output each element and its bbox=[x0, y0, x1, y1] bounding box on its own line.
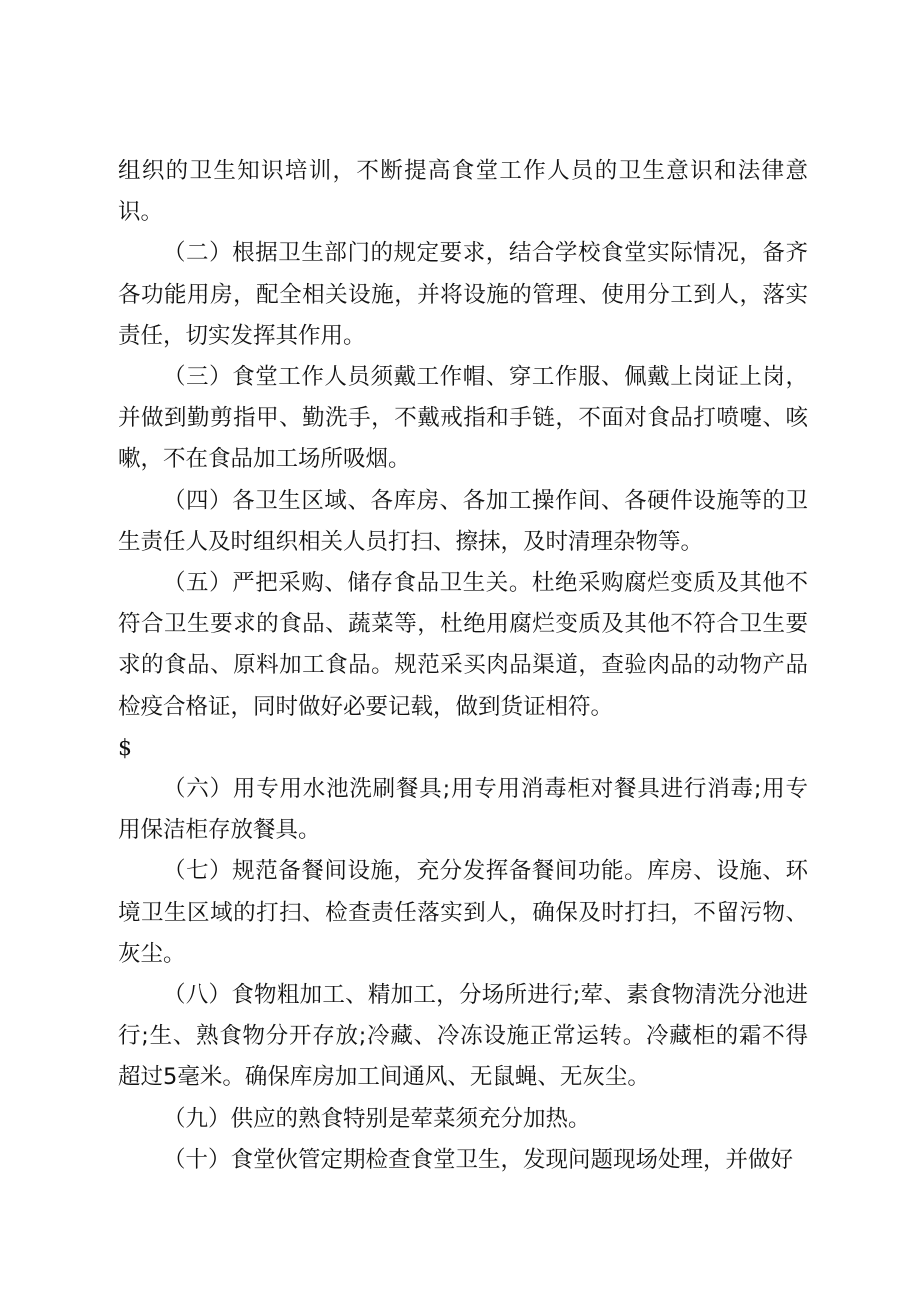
paragraph-item-3: （三）食堂工作人员须戴工作帽、穿工作服、佩戴上岗证上岗，并做到勤剪指甲、勤洗手，不戴戒指和手链，不面对食品打喷嚏、咳嗽，不在食品加工场所吸烟。 bbox=[118, 364, 808, 473]
paragraph-item-8: （八）食物粗加工、精加工，分场所进行;荤、素食物清洗分池进行;生、熟食物分开存放;冷藏、冷冻设施正常运转。冷藏柜的霜不得超过5毫米。确保库房加工间通风、无鼠蝇、无灰尘。 bbox=[118, 982, 808, 1091]
document-body bbox=[118, 151, 808, 1181]
stray-dollar-symbol: $ bbox=[118, 735, 132, 761]
paragraph-continuation: 组织的卫生知识培训，不断提高食堂工作人员的卫生意识和法律意识。 bbox=[118, 158, 808, 226]
paragraph-item-9: （九）供应的熟食特别是荤菜须充分加热。 bbox=[163, 1105, 591, 1132]
paragraph-item-10: （十）食堂伙管定期检查食堂卫生，发现问题现场处理，并做好 bbox=[163, 1146, 794, 1173]
paragraph-item-6: （六）用专用水池洗刷餐具;用专用消毒柜对餐具进行消毒;用专用保洁柜存放餐具。 bbox=[118, 776, 808, 844]
paragraph-item-2: （二）根据卫生部门的规定要求，结合学校食堂实际情况，备齐各功能用房，配全相关设施，并将设施的管理、使用分工到人，落实责任，切实发挥其作用。 bbox=[118, 240, 808, 349]
paragraph-item-5: （五）严把采购、储存食品卫生关。杜绝采购腐烂变质及其他不符合卫生要求的食品、蔬菜等，杜绝用腐烂变质及其他不符合卫生要求的食品、原料加工食品。规范采买肉品渠道，查验肉品的动物产品检疫合格证，同时做好必要记载，做到货证相符。 bbox=[118, 570, 808, 720]
paragraph-item-7: （七）规范备餐间设施，充分发挥备餐间功能。库房、设施、环境卫生区域的打扫、检查责任落实到人，确保及时打扫，不留污物、灰尘。 bbox=[118, 858, 808, 967]
paragraph-item-4: （四）各卫生区域、各库房、各加工操作间、各硬件设施等的卫生责任人及时组织相关人员打扫、擦抹，及时清理杂物等。 bbox=[118, 487, 808, 555]
